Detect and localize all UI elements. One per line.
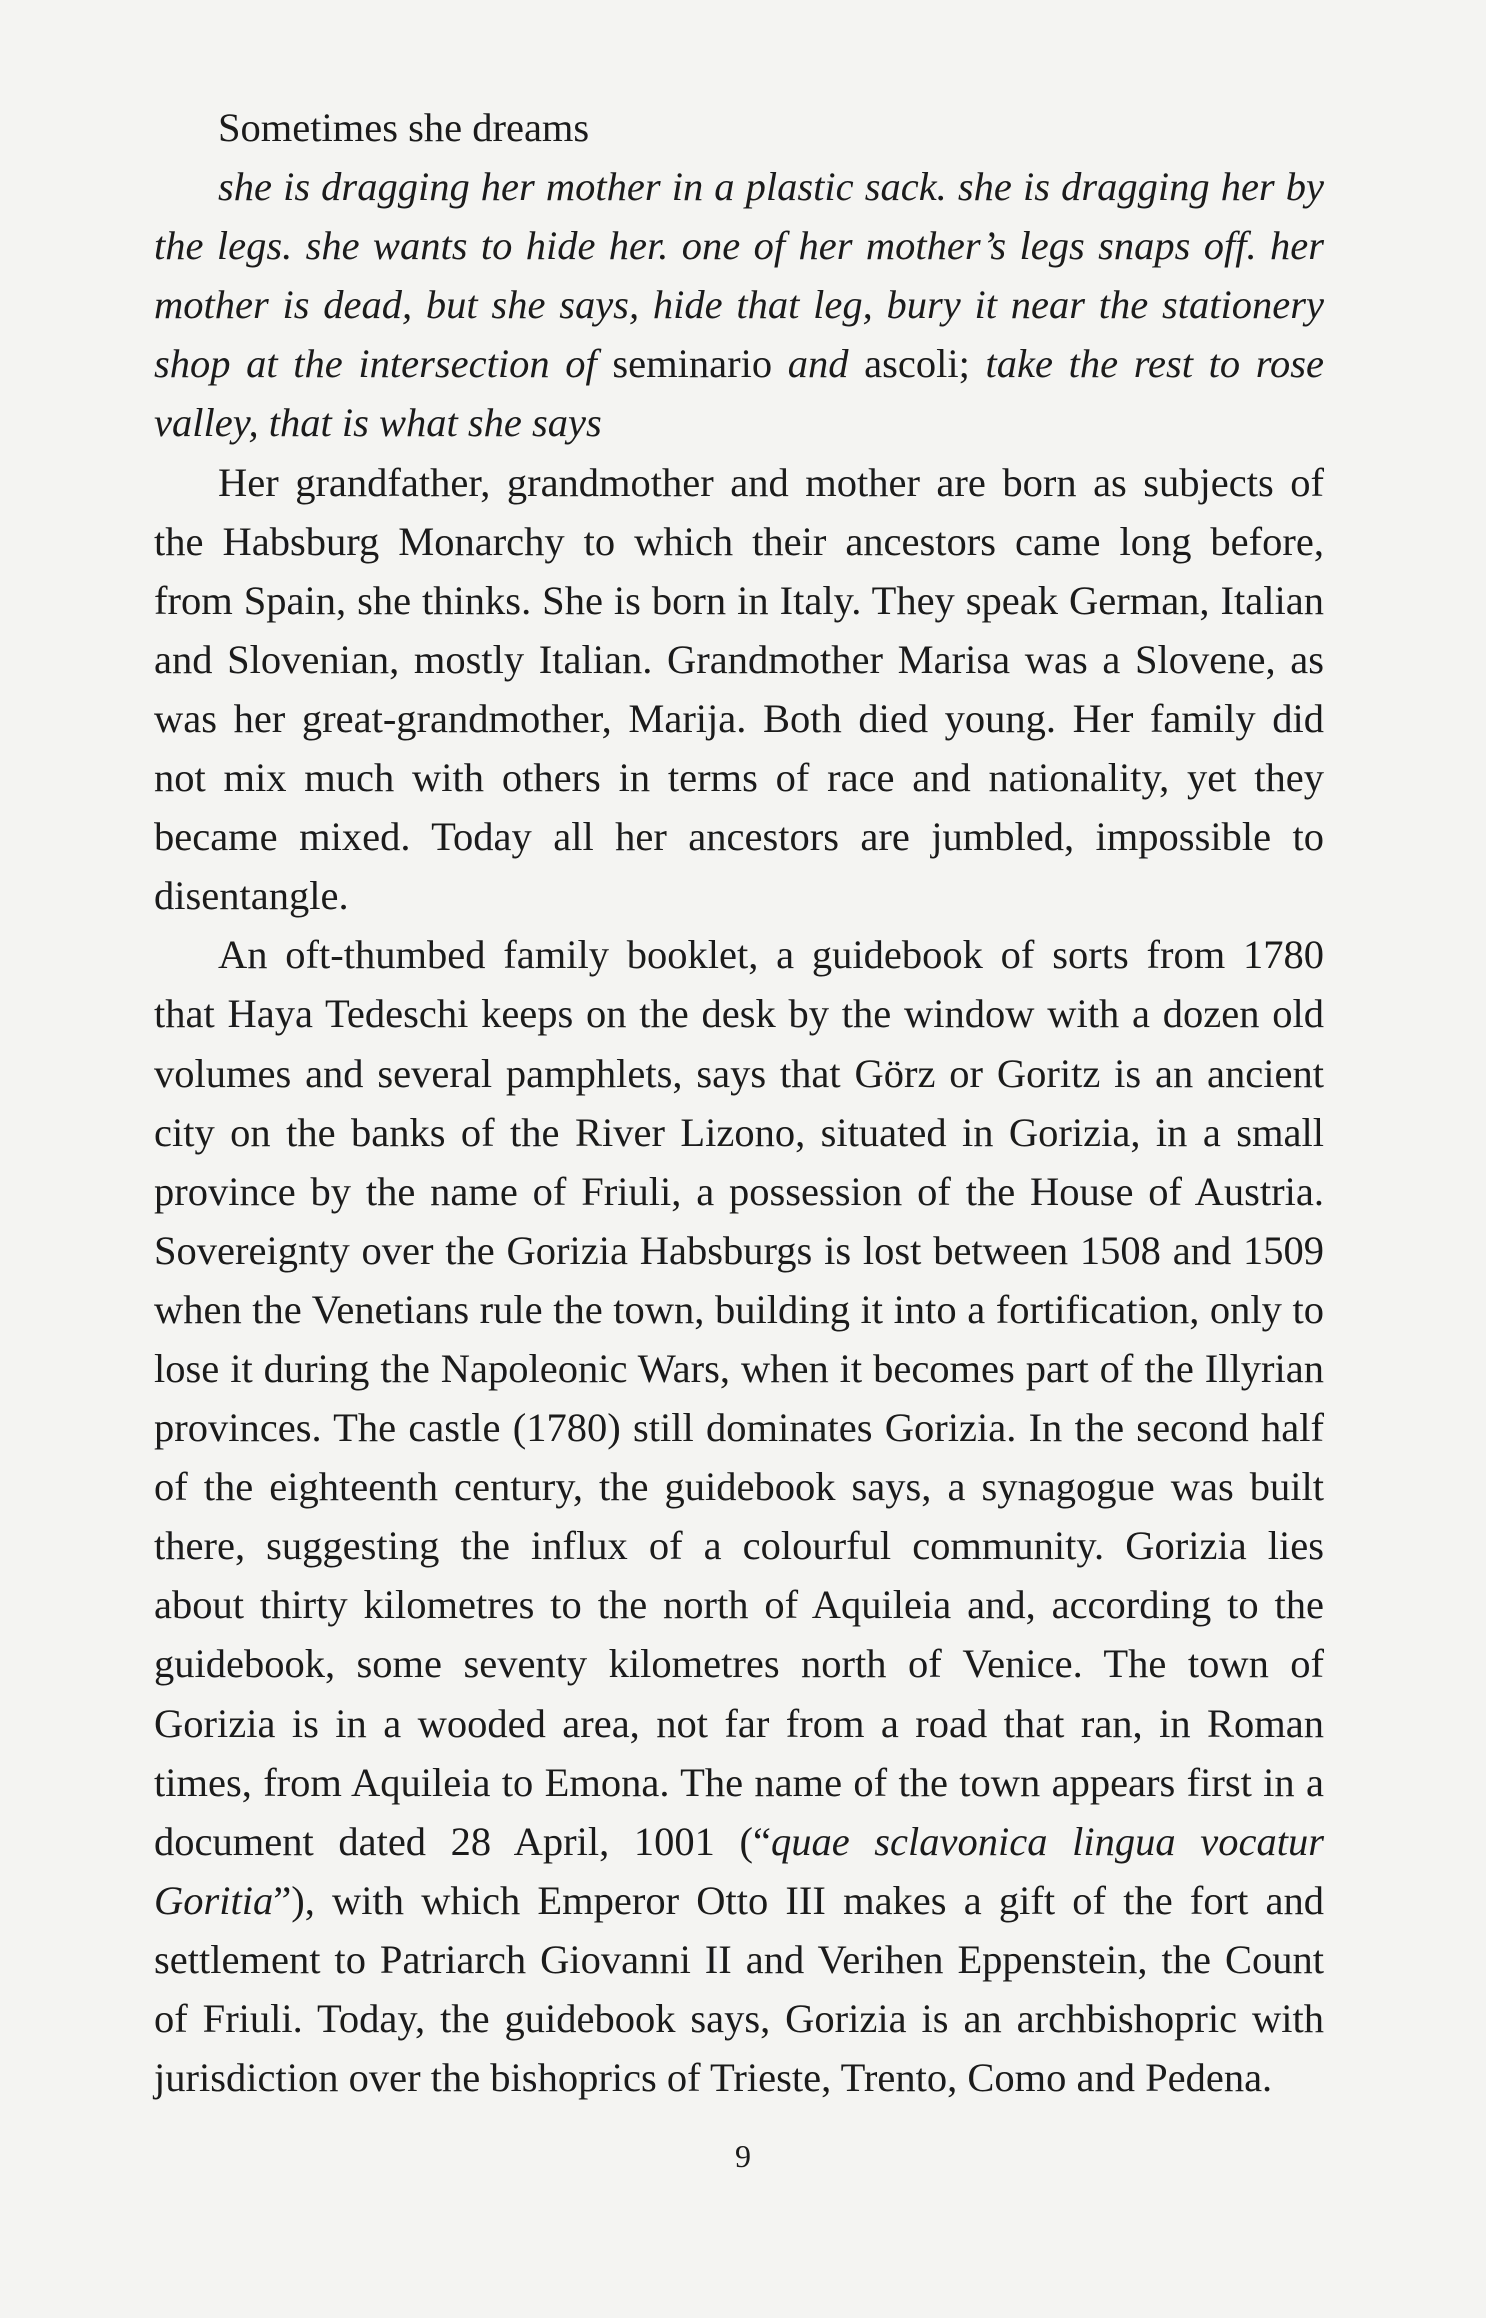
dream-intro (154, 98, 1324, 157)
street-seminario: seminario (612, 341, 773, 387)
street-ascoli: ascoli (864, 341, 959, 387)
guidebook-latin-quote: quae sclavonica lingua vocatur Goritia (154, 1818, 1324, 1923)
guidebook-text-part1: An oft-thumbed family booklet, a guidebook of sorts from 1780 that Haya Tedeschi keeps on the desk by the window with a dozen old volumes and several pamphlets, says that Görz or Goritz is an ancient city on the banks of the River Lizono, situated in Gorizia, in a small province by the name of Friuli, a possession of the House of Austria. Sovereignty over the Gorizia Habsburgs is lost between 1508 and 1509 when the Venetians rule the town, building it into a fortification, only to lose it during the Napoleonic Wars, when it becomes part of the Illyrian provinces. The castle (1780) still dominates Gorizia. In the second half of the eighteenth century, the guidebook says, a synagogue was built there, suggesting the influx of a colourful community. Gorizia lies about thirty kilometres to the north of Aquileia and, according to the guidebook, some seventy kilometres north of Venice. The town of Gorizia is in a wooded area, not far from a road that ran, in Roman times, from Aquileia to Emona. The name of the town appears first in a document dated 28 April, 1001 (“ (154, 932, 1324, 1864)
guidebook-paragraph (154, 925, 1324, 2107)
dream-paragraph (154, 157, 1324, 452)
body-text (154, 98, 1324, 2107)
ancestry-paragraph: Her grandfather, grandmother and mother are born as subjects of the Habsburg Monarchy to which their ancestors came long before, from Spain, she thinks. She is born in Italy. They speak German, Italian and Slovenian, mostly Italian. Grandmother Marisa was a Slovene, as was her great-grandmother, Marija. Both died young. Her family did not mix much with others in terms of race and nationality, yet they became mixed. Today all her ancestors are jumbled, impossible to disentangle. (154, 459, 1324, 919)
dream-text-part1: she is dragging her mother in a plastic sack. she is dragging her by the legs. she wants to hide her. one of her mother’s legs snaps off. her mother is dead, but she says, hide that leg, bury it near the stationery shop at the intersection of (154, 164, 1324, 387)
dream-semicolon: ; (958, 341, 970, 387)
page-number: 9 (735, 2138, 751, 2174)
dream-text-part2: take the rest to rose valley, that is what she says (154, 341, 1325, 446)
guidebook-text-part2: ”), with which Emperor Otto III makes a gift of the fort and settlement to Patriarch Giovanni II and Verihen Eppenstein, the Count of Friuli. Today, the guidebook says, Gorizia is an archbishopric with jurisdiction over the bishoprics of Trieste, Trento, Como and Pedena. (154, 1877, 1324, 2101)
dream-intro-text: Sometimes she dreams (218, 105, 590, 150)
dream-and: and (772, 341, 865, 387)
